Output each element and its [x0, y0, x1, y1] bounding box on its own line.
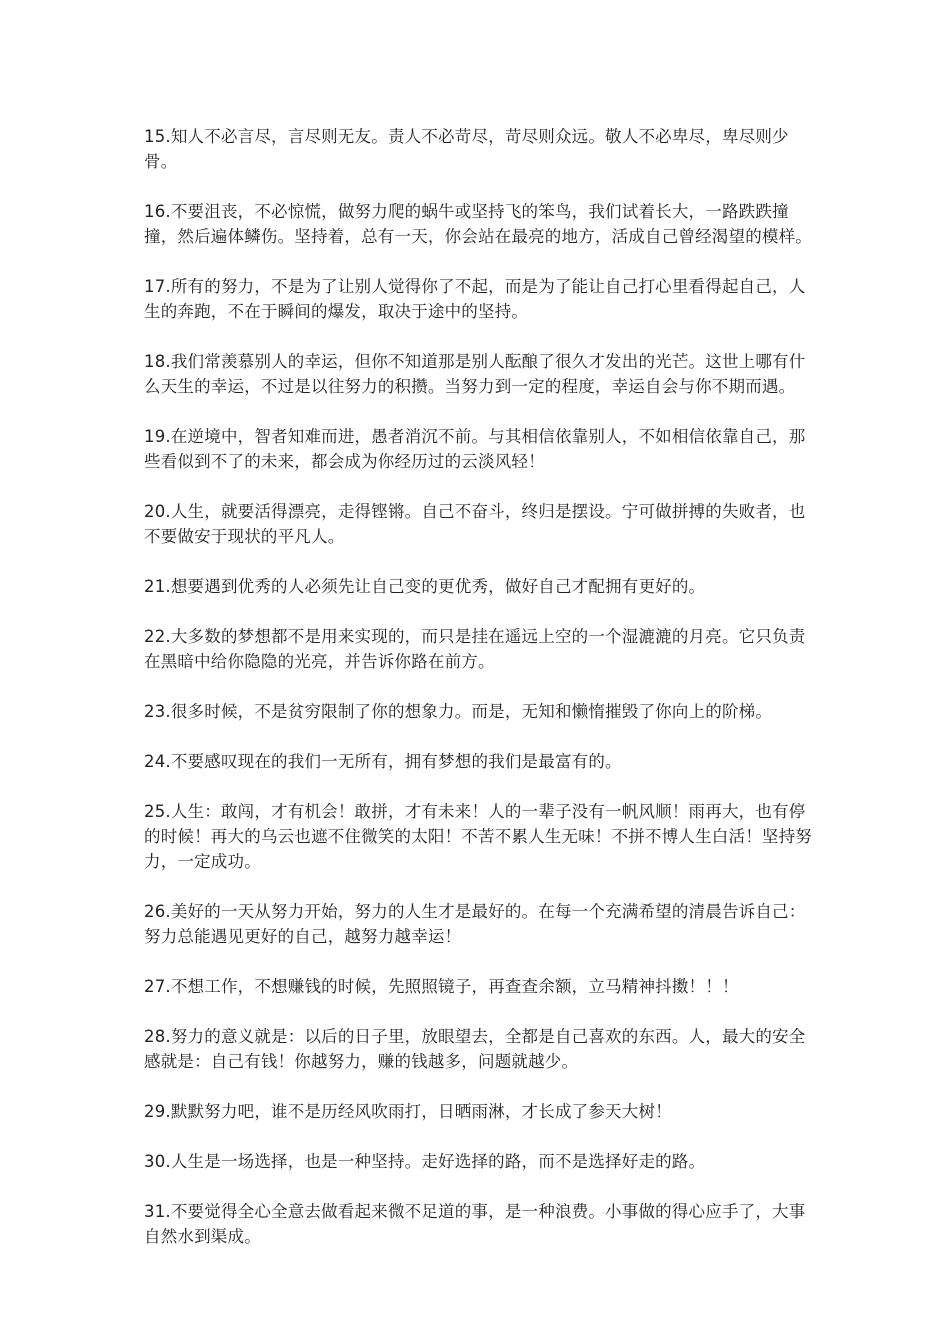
- paragraph-28: 28.努力的意义就是：以后的日子里，放眼望去，全都是自己喜欢的东西。人，最大的安全感就是：自己有钱！你越努力，赚的钱越多，问题就越少。: [144, 1027, 806, 1071]
- paragraph-15: 15.知人不必言尽，言尽则无友。责人不必苛尽，苛尽则众远。敬人不必卑尽，卑尽则少骨。: [144, 127, 789, 171]
- paragraph-16: 16.不要沮丧，不必惊慌，做努力爬的蜗牛或坚持飞的笨鸟，我们试着长大，一路跌跌撞撞，然后遍体鳞伤。坚持着，总有一天，你会站在最亮的地方，活成自己曾经渴望的模样。: [144, 202, 812, 246]
- paragraph-19: 19.在逆境中，智者知难而进，愚者消沉不前。与其相信依靠别人，不如相信依靠自己，那些看似到不了的未来，都会成为你经历过的云淡风轻！: [144, 427, 806, 471]
- paragraph-21: 21.想要遇到优秀的人必须先让自己变的更优秀，做好自己才配拥有更好的。: [144, 577, 706, 596]
- paragraph-24: 24.不要感叹现在的我们一无所有，拥有梦想的我们是最富有的。: [144, 752, 622, 771]
- paragraph-18: 18.我们常羡慕别人的幸运，但你不知道那是别人酝酿了很久才发出的光芒。这世上哪有什么天生的幸运，不过是以往努力的积攒。当努力到一定的程度，幸运自会与你不期而遇。: [144, 352, 806, 396]
- paragraph-25: 25.人生：敢闯，才有机会！敢拼，才有未来！人的一辈子没有一帆风顺！雨再大，也有停的时候！再大的乌云也遮不住微笑的太阳！不苦不累人生无味！不拼不博人生白活！坚持努力，一定成功。: [144, 802, 812, 871]
- paragraph-23: 23.很多时候，不是贫穷限制了你的想象力。而是，无知和懒惰摧毁了你向上的阶梯。: [144, 702, 773, 721]
- paragraph-27: 27.不想工作，不想赚钱的时候，先照照镜子，再查查余额，立马精神抖擞！！！: [144, 977, 739, 996]
- paragraph-20: 20.人生，就要活得漂亮，走得铿锵。自己不奋斗，终归是摆设。宁可做拼搏的失败者，也不要做安于现状的平凡人。: [144, 502, 806, 546]
- paragraph-26: 26.美好的一天从努力开始，努力的人生才是最好的。在每一个充满希望的清晨告诉自己：努力总能遇见更好的自己，越努力越幸运！: [144, 902, 806, 946]
- paragraph-30: 30.人生是一场选择，也是一种坚持。走好选择的路，而不是选择好走的路。: [144, 1152, 706, 1171]
- paragraph-31: 31.不要觉得全心全意去做看起来微不足道的事，是一种浪费。小事做的得心应手了，大事自然水到渠成。: [144, 1202, 806, 1246]
- document-body: [144, 124, 816, 1274]
- paragraph-29: 29.默默努力吧，谁不是历经风吹雨打，日晒雨淋，才长成了参天大树！: [144, 1102, 672, 1121]
- paragraph-22: 22.大多数的梦想都不是用来实现的，而只是挂在遥远上空的一个湿漉漉的月亮。它只负责在黑暗中给你隐隐的光亮，并告诉你路在前方。: [144, 627, 806, 671]
- paragraph-17: 17.所有的努力，不是为了让别人觉得你了不起，而是为了能让自己打心里看得起自己，人生的奔跑，不在于瞬间的爆发，取决于途中的坚持。: [144, 277, 806, 321]
